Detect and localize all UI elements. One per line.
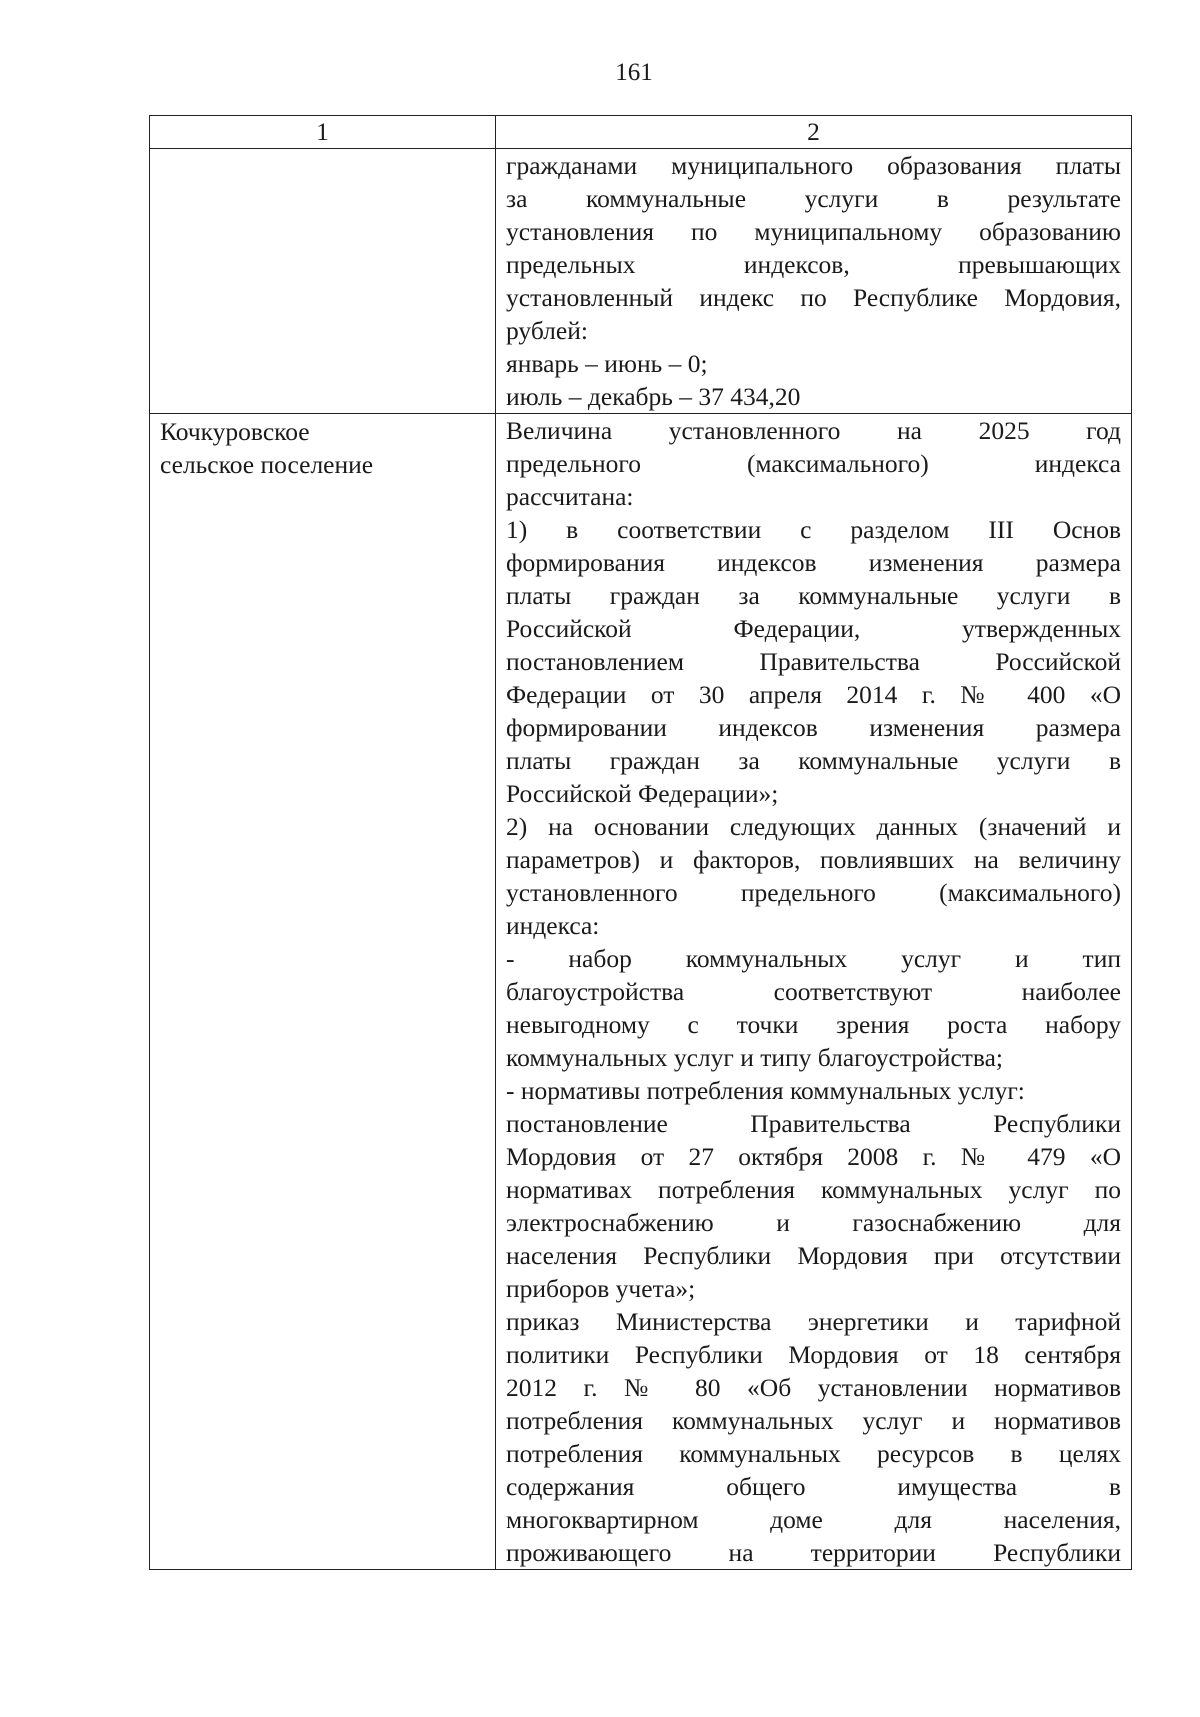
header-cell-col1: 1 <box>150 116 496 149</box>
cell-text-line: постановление Правительства Республики <box>506 1109 1121 1138</box>
table-row <box>150 149 1132 414</box>
cell-text-line: - нормативы потребления коммунальных услуг: <box>506 1076 1025 1105</box>
cell-text-line: предельного (максимального) индекса <box>506 449 1121 478</box>
header-cell-col2: 2 <box>496 116 1132 149</box>
cell-text-line: Мордовия от 27 октября 2008 г. № 479 «О <box>506 1142 1121 1171</box>
row2-col2 <box>496 414 1132 1570</box>
cell-text-line: Российской Федерации, утвержденных <box>506 614 1121 643</box>
cell-text-line: приборов учета»; <box>506 1274 696 1303</box>
cell-text-line: Величина установленного на 2025 год <box>506 416 1121 445</box>
cell-text-line: 2) на основании следующих данных (значений и <box>506 812 1121 841</box>
cell-text-line: - набор коммунальных услуг и тип <box>506 944 1121 973</box>
cell-text-line: январь – июнь – 0; <box>506 349 708 378</box>
row1-col1 <box>150 149 496 414</box>
cell-text-line: рублей: <box>506 316 588 345</box>
row2-col1 <box>150 414 496 1570</box>
cell-text-line: установленный индекс по Республике Мордовия, <box>506 283 1121 312</box>
cell-text-line: июль – декабрь – 37 434,20 <box>506 382 801 411</box>
cell-text-line: невыгодному с точки зрения роста набору <box>506 1010 1121 1039</box>
cell-text-line: за коммунальные услуги в результате <box>506 184 1121 213</box>
cell-text-line: предельных индексов, превышающих <box>506 250 1121 279</box>
cell-text-line: коммунальных услуг и типу благоустройства; <box>506 1043 1004 1072</box>
cell-text-line: формирования индексов изменения размера <box>506 548 1121 577</box>
cell-text-line: гражданами муниципального образования платы <box>506 151 1121 180</box>
page-number: 161 <box>615 59 653 86</box>
cell-text-line: сельское поселение <box>160 450 374 479</box>
cell-text-line: потребления коммунальных услуг и нормативов <box>506 1406 1121 1435</box>
table-row <box>150 414 1132 1570</box>
cell-text-line: благоустройства соответствуют наиболее <box>506 977 1121 1006</box>
cell-text-line: многоквартирном доме для населения, <box>506 1505 1121 1534</box>
cell-text-line: индекса: <box>506 911 600 940</box>
cell-text-line: платы граждан за коммунальные услуги в <box>506 746 1121 775</box>
cell-text-line: постановлением Правительства Российской <box>506 647 1121 676</box>
table-header-row <box>150 116 1132 149</box>
cell-text-line: Российской Федерации»; <box>506 779 779 808</box>
cell-text-line: установленного предельного (максимального) <box>506 878 1121 907</box>
cell-text-line: электроснабжению и газоснабжению для <box>506 1208 1121 1237</box>
cell-text-line: населения Республики Мордовия при отсутствии <box>506 1241 1121 1270</box>
cell-text-line: проживающего на территории Республики <box>506 1538 1121 1567</box>
cell-text-line: политики Республики Мордовия от 18 сентября <box>506 1340 1121 1369</box>
row1-col2 <box>496 149 1132 414</box>
cell-text-line: нормативах потребления коммунальных услуг по <box>506 1175 1121 1204</box>
cell-text-line: потребления коммунальных ресурсов в целях <box>506 1439 1121 1468</box>
cell-text-line: 2012 г. № 80 «Об установлении нормативов <box>506 1373 1121 1402</box>
cell-text-line: установления по муниципальному образованию <box>506 217 1121 246</box>
cell-text-line: рассчитана: <box>506 482 634 511</box>
cell-text-line: параметров) и факторов, повлиявших на величину <box>506 845 1121 874</box>
cell-text-line: платы граждан за коммунальные услуги в <box>506 581 1121 610</box>
cell-text-line: приказ Министерства энергетики и тарифной <box>506 1307 1121 1336</box>
cell-text-line: формировании индексов изменения размера <box>506 713 1121 742</box>
cell-text-line: Федерации от 30 апреля 2014 г. № 400 «О <box>506 680 1121 709</box>
tariff-index-table <box>149 115 1132 1570</box>
cell-text-line: 1) в соответствии с разделом III Основ <box>506 515 1121 544</box>
cell-text-line: содержания общего имущества в <box>506 1472 1121 1501</box>
cell-text-line: Кочкуровское <box>160 417 310 446</box>
